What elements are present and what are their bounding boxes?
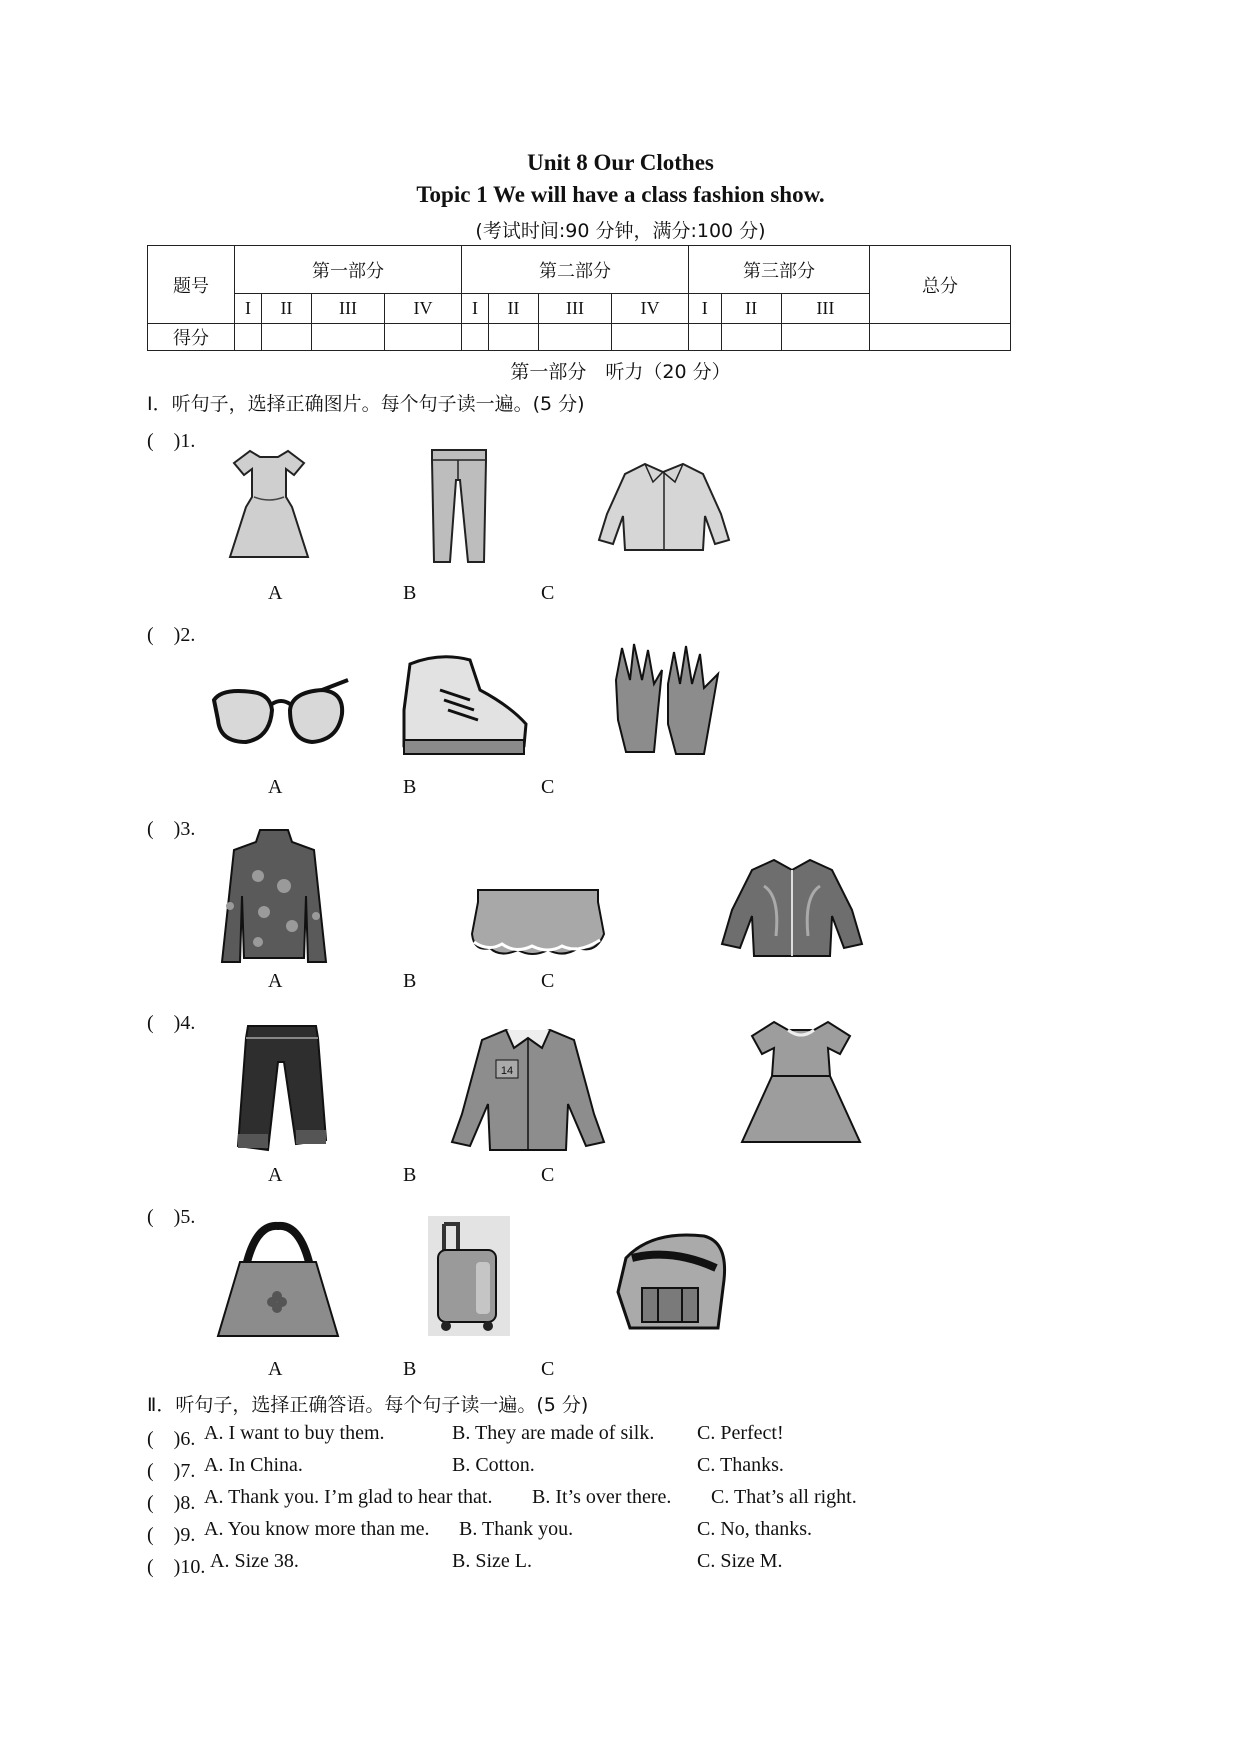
score-cell[interactable] bbox=[781, 324, 869, 351]
section2-heading: Ⅱ．听句子，选择正确答语。每个句子读一遍。(5 分) bbox=[147, 1394, 589, 1416]
score-table bbox=[147, 245, 1011, 351]
question-9-label: ( )9. bbox=[147, 1524, 196, 1546]
part1-heading: 第一部分 听力（20 分） bbox=[510, 361, 731, 383]
score-cell[interactable] bbox=[488, 324, 538, 351]
leather-jacket-image bbox=[720, 856, 864, 960]
question-10-label: ( )10. bbox=[147, 1556, 206, 1578]
shirt-number-label: 14 bbox=[500, 1065, 514, 1077]
part3-header: 第三部分 bbox=[689, 246, 870, 294]
skirt-image bbox=[468, 888, 608, 960]
option-letter: A bbox=[268, 1358, 283, 1380]
topic-title: Topic 1 We will have a class fashion show. bbox=[416, 182, 825, 207]
option-letter: A bbox=[268, 776, 283, 798]
score-cell[interactable] bbox=[311, 324, 384, 351]
col-p2-4: IV bbox=[612, 294, 689, 324]
question-6-option-c: C. Perfect! bbox=[697, 1422, 784, 1444]
score-cell[interactable] bbox=[462, 324, 489, 351]
score-cell[interactable] bbox=[721, 324, 781, 351]
col-p3-2: II bbox=[721, 294, 781, 324]
col-p2-1: I bbox=[462, 294, 489, 324]
question-10-option-a: A. Size 38. bbox=[210, 1550, 299, 1572]
section1-heading: Ⅰ．听句子，选择正确图片。每个句子读一遍。(5 分) bbox=[147, 393, 585, 415]
question-8-option-b: B. It’s over there. bbox=[532, 1486, 672, 1508]
chinese-jacket-image bbox=[218, 826, 330, 966]
option-letter: B bbox=[403, 776, 417, 798]
question-8-option-a: A. Thank you. I’m glad to hear that. bbox=[204, 1486, 493, 1508]
question-3-label: ( )3. bbox=[147, 818, 196, 840]
party-dress-image bbox=[738, 1018, 864, 1150]
col-p1-1: I bbox=[235, 294, 262, 324]
col-p3-1: I bbox=[689, 294, 722, 324]
unit-title: Unit 8 Our Clothes bbox=[527, 150, 714, 175]
option-letter: A bbox=[268, 1164, 283, 1186]
question-10-option-b: B. Size L. bbox=[452, 1550, 532, 1572]
sunglasses-image bbox=[212, 680, 350, 754]
option-letter: B bbox=[403, 1358, 417, 1380]
handbag-image bbox=[216, 1222, 340, 1340]
option-letter: A bbox=[268, 582, 283, 604]
option-letter: A bbox=[268, 970, 283, 992]
option-letter: C bbox=[541, 1164, 555, 1186]
score-cell[interactable] bbox=[235, 324, 262, 351]
option-letter: B bbox=[403, 582, 417, 604]
question-7-option-c: C. Thanks. bbox=[697, 1454, 784, 1476]
score-cell[interactable] bbox=[261, 324, 311, 351]
question-2-label: ( )2. bbox=[147, 624, 196, 646]
question-7-option-b: B. Cotton. bbox=[452, 1454, 535, 1476]
question-9-option-b: B. Thank you. bbox=[459, 1518, 574, 1540]
question-9-option-c: C. No, thanks. bbox=[697, 1518, 812, 1540]
dress-image bbox=[228, 445, 310, 565]
option-letter: C bbox=[541, 970, 555, 992]
trousers-image bbox=[428, 446, 490, 566]
jacket-image bbox=[597, 458, 731, 558]
jeans-image bbox=[234, 1024, 330, 1154]
score-cell[interactable] bbox=[538, 324, 611, 351]
question-7-label: ( )7. bbox=[147, 1460, 196, 1482]
question-6-option-a: A. I want to buy them. bbox=[204, 1422, 385, 1444]
col-p1-4: IV bbox=[385, 294, 462, 324]
score-row-label: 得分 bbox=[148, 324, 235, 351]
score-cell[interactable] bbox=[385, 324, 462, 351]
score-cell[interactable] bbox=[612, 324, 689, 351]
question-6-label: ( )6. bbox=[147, 1428, 196, 1450]
part1-header: 第一部分 bbox=[235, 246, 462, 294]
option-letter: C bbox=[541, 582, 555, 604]
suitcase-image bbox=[428, 1216, 510, 1336]
gloves-image bbox=[608, 640, 726, 758]
sneaker-image bbox=[400, 650, 530, 760]
option-letter: B bbox=[403, 970, 417, 992]
option-letter: B bbox=[403, 1164, 417, 1186]
backpack-image bbox=[612, 1228, 732, 1334]
question-4-label: ( )4. bbox=[147, 1012, 196, 1034]
question-9-option-a: A. You know more than me. bbox=[204, 1518, 430, 1540]
total-score-cell[interactable] bbox=[870, 324, 1011, 351]
option-letter: C bbox=[541, 776, 555, 798]
question-7-option-a: A. In China. bbox=[204, 1454, 303, 1476]
option-letter: C bbox=[541, 1358, 555, 1380]
question-8-label: ( )8. bbox=[147, 1492, 196, 1514]
col-p1-2: II bbox=[261, 294, 311, 324]
total-header: 总分 bbox=[870, 246, 1011, 324]
part2-header: 第二部分 bbox=[462, 246, 689, 294]
question-8-option-c: C. That’s all right. bbox=[711, 1486, 857, 1508]
question-5-label: ( )5. bbox=[147, 1206, 196, 1228]
question-6-option-b: B. They are made of silk. bbox=[452, 1422, 655, 1444]
shirt-image bbox=[448, 1024, 608, 1152]
score-cell[interactable] bbox=[689, 324, 722, 351]
exam-info: (考试时间:90 分钟，满分:100 分) bbox=[475, 220, 766, 242]
question-1-label: ( )1. bbox=[147, 430, 196, 452]
question-number-label: 题号 bbox=[148, 246, 235, 324]
col-p2-2: II bbox=[488, 294, 538, 324]
col-p3-3: III bbox=[781, 294, 869, 324]
col-p2-3: III bbox=[538, 294, 611, 324]
question-10-option-c: C. Size M. bbox=[697, 1550, 783, 1572]
col-p1-3: III bbox=[311, 294, 384, 324]
